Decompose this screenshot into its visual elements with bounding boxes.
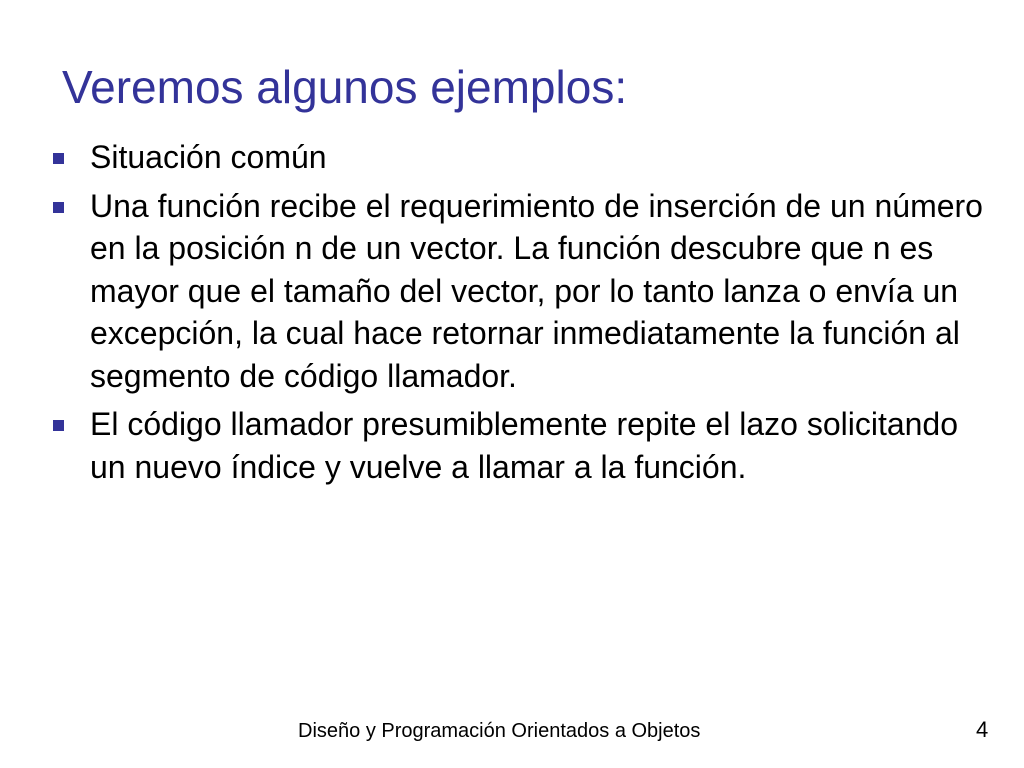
square-bullet-icon xyxy=(53,153,64,164)
bullet-text: El código llamador presumiblemente repite el lazo solicitando un nuevo índice y vuelve a llamar a la función. xyxy=(90,406,959,485)
square-bullet-icon xyxy=(53,202,64,213)
bullet-item xyxy=(50,185,1000,398)
bullet-list xyxy=(50,136,1000,494)
bullet-text: Situación común xyxy=(90,139,327,175)
square-bullet-icon xyxy=(53,420,64,431)
slide-title: Veremos algunos ejemplos: xyxy=(62,61,628,113)
bullet-item xyxy=(50,403,1000,488)
bullet-text: Una función recibe el requerimiento de inserción de un número en la posición n de un vector. La función descubre que n es mayor que el tamaño del vector, por lo tanto lanza o envía un excepción, la cual hace retornar inmediatamente la función al segmento de código llamador. xyxy=(90,187,983,394)
bullet-item xyxy=(50,136,1000,179)
footer-course-title: Diseño y Programación Orientados a Objetos xyxy=(298,720,701,742)
page-number: 4 xyxy=(976,717,989,742)
